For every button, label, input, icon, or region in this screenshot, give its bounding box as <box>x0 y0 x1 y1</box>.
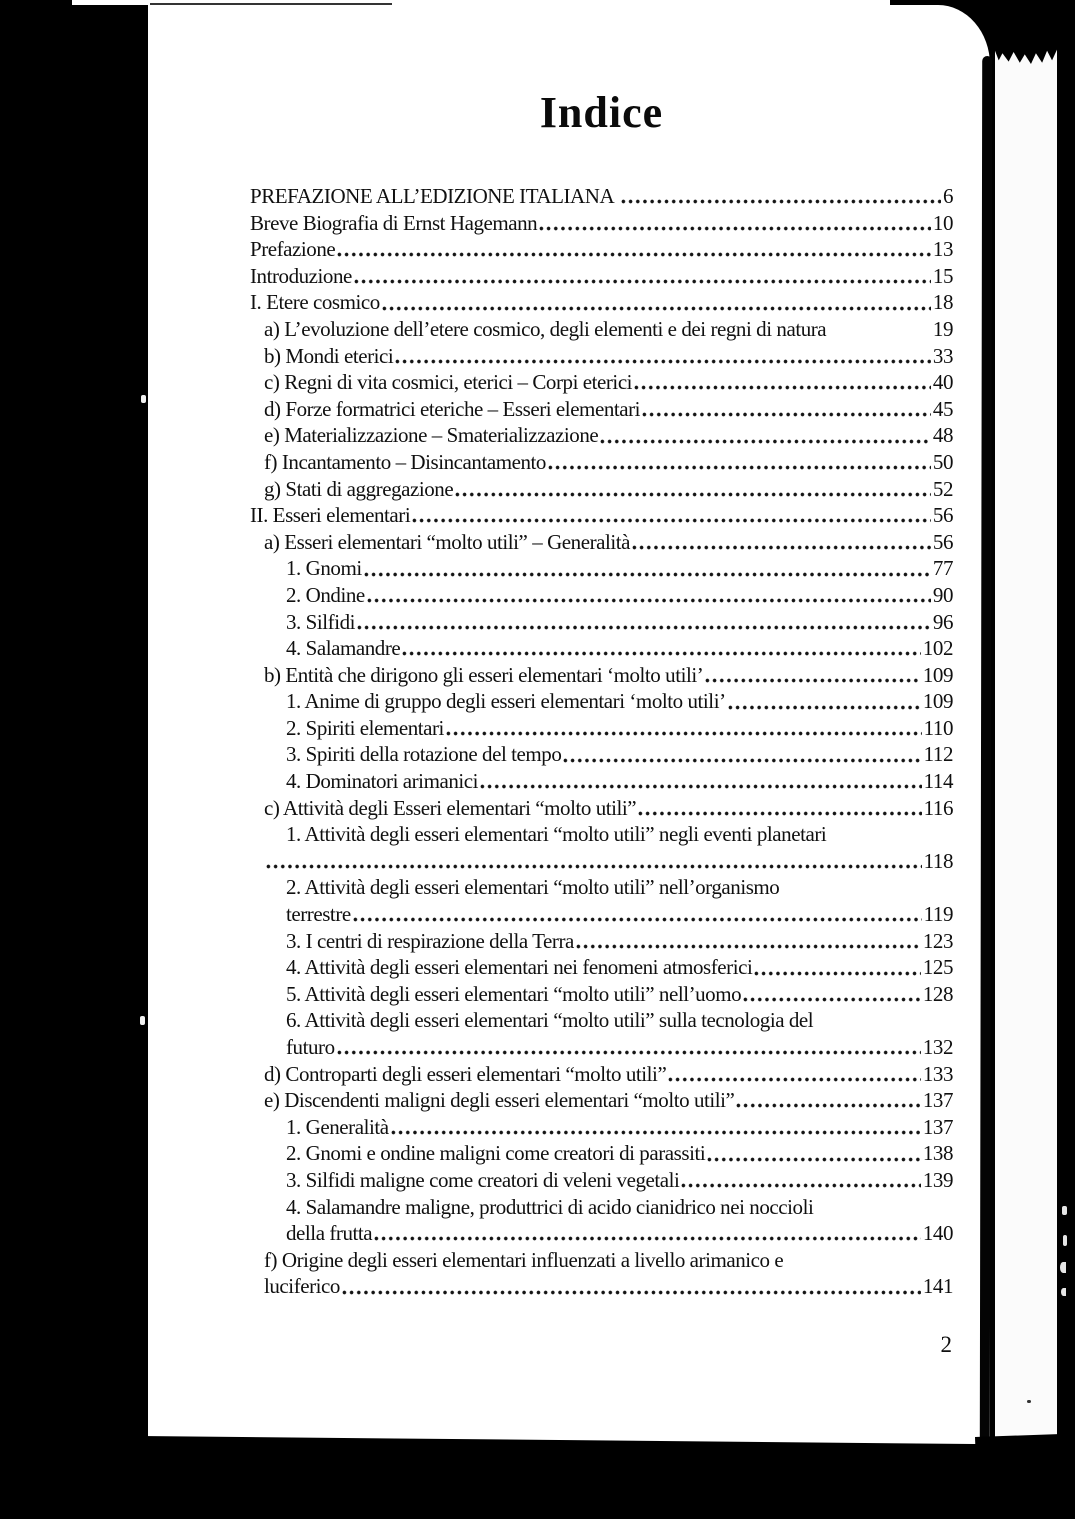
toc-page-number: 116 <box>923 795 953 820</box>
toc-line <box>250 1273 953 1300</box>
toc-line <box>250 529 953 556</box>
page-title: Indice <box>539 88 664 137</box>
toc-text: 1. Generalità <box>286 1114 389 1139</box>
toc-page-number: 110 <box>923 715 953 740</box>
toc-text: luciferico <box>264 1274 340 1299</box>
toc-line <box>250 422 953 449</box>
page-number: 2 <box>940 1332 952 1357</box>
toc-page-number: 10 <box>932 210 953 235</box>
toc-text: 1. Gnomi <box>286 556 362 581</box>
toc-text: 1. Anime di gruppo degli esseri elementari ‘molto utili’ <box>286 689 726 714</box>
dot-leader <box>337 236 931 263</box>
toc-line <box>250 236 953 263</box>
toc-line <box>250 954 953 981</box>
dot-leader <box>353 901 922 928</box>
toc-text: f) Origine degli esseri elementari influenzati a livello arimanico e <box>264 1247 784 1272</box>
toc-text: della frutta <box>286 1221 373 1246</box>
toc-page-number: 140 <box>922 1221 953 1246</box>
toc-page-number: 102 <box>922 636 953 661</box>
toc-text: 2. Gnomi e ondine maligni come creatori di parassiti <box>286 1141 706 1166</box>
toc-line <box>250 582 953 609</box>
toc-page-number: 52 <box>932 476 953 501</box>
toc-line <box>250 1167 953 1194</box>
toc-line <box>250 476 953 503</box>
toc-page-number: 133 <box>922 1061 953 1086</box>
bleed-through-mark <box>1062 1206 1067 1215</box>
dot-leader <box>357 609 931 636</box>
dot-leader <box>642 396 931 423</box>
toc-line <box>250 210 953 237</box>
toc-text: 2. Spiriti elementari <box>286 715 444 740</box>
dot-leader <box>634 369 931 396</box>
toc-line <box>250 609 953 636</box>
toc-page-number: 15 <box>932 263 953 288</box>
toc-line <box>250 449 953 476</box>
toc-page-number: 109 <box>922 689 953 714</box>
page-stack-edge <box>995 40 1057 1440</box>
toc-line <box>250 662 953 689</box>
toc-line <box>250 183 953 210</box>
toc-page-number: 45 <box>932 396 953 421</box>
toc-text: 3. Silfidi <box>286 609 356 634</box>
toc-line <box>250 981 953 1008</box>
toc-line <box>250 848 953 875</box>
toc-line <box>250 369 953 396</box>
dot-leader <box>600 422 931 449</box>
toc-page-number: 109 <box>922 662 953 687</box>
toc-page-number: 56 <box>932 503 953 528</box>
toc-text: terrestre <box>286 902 351 927</box>
toc-line <box>250 1220 953 1247</box>
toc-text: 6. Attività degli esseri elementari “molto utili” sulla tecnologia del <box>286 1008 814 1033</box>
scan-speck <box>1027 1400 1031 1403</box>
toc-text: II. Esseri elementari <box>250 503 411 528</box>
toc-page-number: 96 <box>932 609 953 634</box>
toc-text: b) Entità che dirigono gli esseri elementari ‘molto utili’ <box>264 662 704 687</box>
dot-leader <box>754 954 921 981</box>
toc-page-number: 139 <box>922 1167 953 1192</box>
toc-text: g) Stati di aggregazione <box>264 476 454 501</box>
toc-text: f) Incantamento – Disincantamento <box>264 449 546 474</box>
toc-text: 4. Salamandre maligne, produttrici di acido cianidrico nei noccioli <box>286 1194 814 1219</box>
dot-leader <box>342 1273 921 1300</box>
toc-text: c) Attività degli Esseri elementari “molto utili” <box>264 795 637 820</box>
table-of-contents <box>250 183 953 1300</box>
toc-line <box>250 1034 953 1061</box>
dot-leader <box>266 848 922 875</box>
toc-line <box>250 821 953 848</box>
dot-leader <box>668 1061 921 1088</box>
toc-text: futuro <box>286 1035 335 1059</box>
dot-leader <box>681 1167 920 1194</box>
toc-text: Breve Biografia di Ernst Hagemann <box>250 210 538 235</box>
toc-text: d) Controparti degli esseri elementari “molto utili” <box>264 1061 667 1086</box>
toc-line <box>250 635 953 662</box>
toc-line <box>250 502 953 529</box>
toc-text: 5. Attività degli esseri elementari “molto utili” nell’uomo <box>286 981 742 1006</box>
toc-text: a) L’evoluzione dell’etere cosmico, degli elementi e dei regni di natura <box>264 316 827 341</box>
dot-leader <box>364 555 931 582</box>
toc-page-number: 132 <box>922 1035 953 1059</box>
toc-page-number: 13 <box>932 237 953 262</box>
scan-speck <box>140 1016 145 1025</box>
toc-text: Introduzione <box>250 263 352 288</box>
toc-line <box>250 1140 953 1167</box>
bleed-through-mark <box>1061 1288 1066 1296</box>
toc-page-number: 114 <box>923 769 953 794</box>
dot-leader <box>402 635 921 662</box>
dot-leader <box>743 981 921 1008</box>
toc-text: I. Etere cosmico <box>250 290 380 315</box>
toc-line <box>250 795 953 822</box>
toc-line <box>250 874 953 901</box>
dot-leader <box>539 210 931 237</box>
toc-text: e) Materializzazione – Smaterializzazione <box>264 423 599 448</box>
book-page <box>148 5 990 1448</box>
toc-text: 3. I centri di respirazione della Terra <box>286 928 574 953</box>
toc-line <box>250 688 953 715</box>
toc-page-number: 125 <box>922 955 953 980</box>
toc-page-number: 137 <box>922 1114 953 1139</box>
dot-leader <box>382 289 931 316</box>
toc-page-number: 56 <box>932 529 953 554</box>
dot-leader <box>337 1034 921 1061</box>
dot-leader <box>374 1220 921 1247</box>
toc-text: 3. Silfidi maligne come creatori di veleni vegetali <box>286 1167 680 1192</box>
dot-leader <box>455 476 931 503</box>
toc-text: 2. Attività degli esseri elementari “molto utili” nell’organismo <box>286 875 780 900</box>
toc-line <box>250 343 953 370</box>
toc-text: d) Forze formatrici eteriche – Esseri elementari <box>264 396 641 421</box>
toc-text: 2. Ondine <box>286 582 365 607</box>
toc-line <box>250 768 953 795</box>
dot-leader <box>391 1114 921 1141</box>
dot-leader <box>728 688 921 715</box>
toc-text: 4. Salamandre <box>286 636 401 661</box>
dot-leader <box>480 768 922 795</box>
dot-leader <box>705 662 921 689</box>
toc-text: 1. Attività degli esseri elementari “molto utili” negli eventi planetari <box>286 822 827 847</box>
dot-leader <box>576 928 921 955</box>
dot-leader <box>446 715 922 742</box>
toc-page-number: 123 <box>922 928 953 953</box>
toc-text: Prefazione <box>250 237 336 262</box>
toc-line <box>250 1114 953 1141</box>
scanner-bed <box>0 1460 1075 1519</box>
toc-page-number: 118 <box>923 848 953 873</box>
toc-text: 3. Spiriti della rotazione del tempo <box>286 742 562 767</box>
dot-leader <box>354 263 931 290</box>
toc-line <box>250 316 953 343</box>
toc-page-number: 40 <box>932 370 953 395</box>
dot-leader <box>412 502 931 529</box>
toc-line <box>250 555 953 582</box>
toc-text: 4. Attività degli esseri elementari nei fenomeni atmosferici <box>286 955 753 980</box>
toc-page-number: 138 <box>922 1141 953 1166</box>
toc-text: b) Mondi eterici <box>264 343 394 368</box>
toc-page-number: 119 <box>923 902 953 927</box>
dot-leader <box>632 529 931 556</box>
toc-line <box>250 715 953 742</box>
toc-text: a) Esseri elementari “molto utili” – Generalità <box>264 529 631 554</box>
toc-line <box>250 263 953 290</box>
dot-leader <box>548 449 931 476</box>
dot-leader <box>736 1087 920 1114</box>
toc-line <box>250 396 953 423</box>
toc-line <box>250 289 953 316</box>
dot-leader <box>367 582 931 609</box>
bleed-through-mark <box>1063 1235 1067 1246</box>
toc-line <box>250 1087 953 1114</box>
dot-leader <box>707 1140 921 1167</box>
toc-page-number: 33 <box>932 343 953 368</box>
dot-leader <box>563 741 921 768</box>
scan-speck <box>141 395 146 403</box>
toc-page-number: 90 <box>932 582 953 607</box>
bleed-through-mark <box>1060 1262 1066 1273</box>
toc-line <box>250 901 953 928</box>
toc-page-number: 48 <box>932 423 953 448</box>
toc-line <box>250 1007 953 1034</box>
toc-line <box>250 928 953 955</box>
toc-page-number: 77 <box>932 556 953 581</box>
toc-page-number: 18 <box>932 290 953 315</box>
toc-page-number: 141 <box>922 1274 953 1299</box>
toc-page-number: 6 <box>942 184 953 208</box>
toc-text: 4. Dominatori arimanici <box>286 769 479 794</box>
toc-page-number: 137 <box>922 1088 953 1113</box>
toc-text: e) Discendenti maligni degli esseri elementari “molto utili” <box>264 1088 735 1113</box>
toc-line <box>250 1247 953 1274</box>
toc-text: PREFAZIONE ALL’EDIZIONE ITALIANA <box>250 184 619 208</box>
dot-leader <box>638 795 921 822</box>
dot-leader <box>395 343 931 370</box>
toc-line <box>250 1194 953 1221</box>
toc-page-number: 128 <box>922 981 953 1006</box>
toc-page-number: 50 <box>932 449 953 474</box>
dot-leader <box>621 183 941 210</box>
toc-line <box>250 1061 953 1088</box>
toc-page-number: 112 <box>923 742 953 767</box>
toc-line <box>250 741 953 768</box>
toc-page-number: 19 <box>932 316 953 341</box>
toc-text: c) Regni di vita cosmici, eterici – Corpi eterici <box>264 370 633 395</box>
page-edge-shadow <box>980 56 992 1448</box>
